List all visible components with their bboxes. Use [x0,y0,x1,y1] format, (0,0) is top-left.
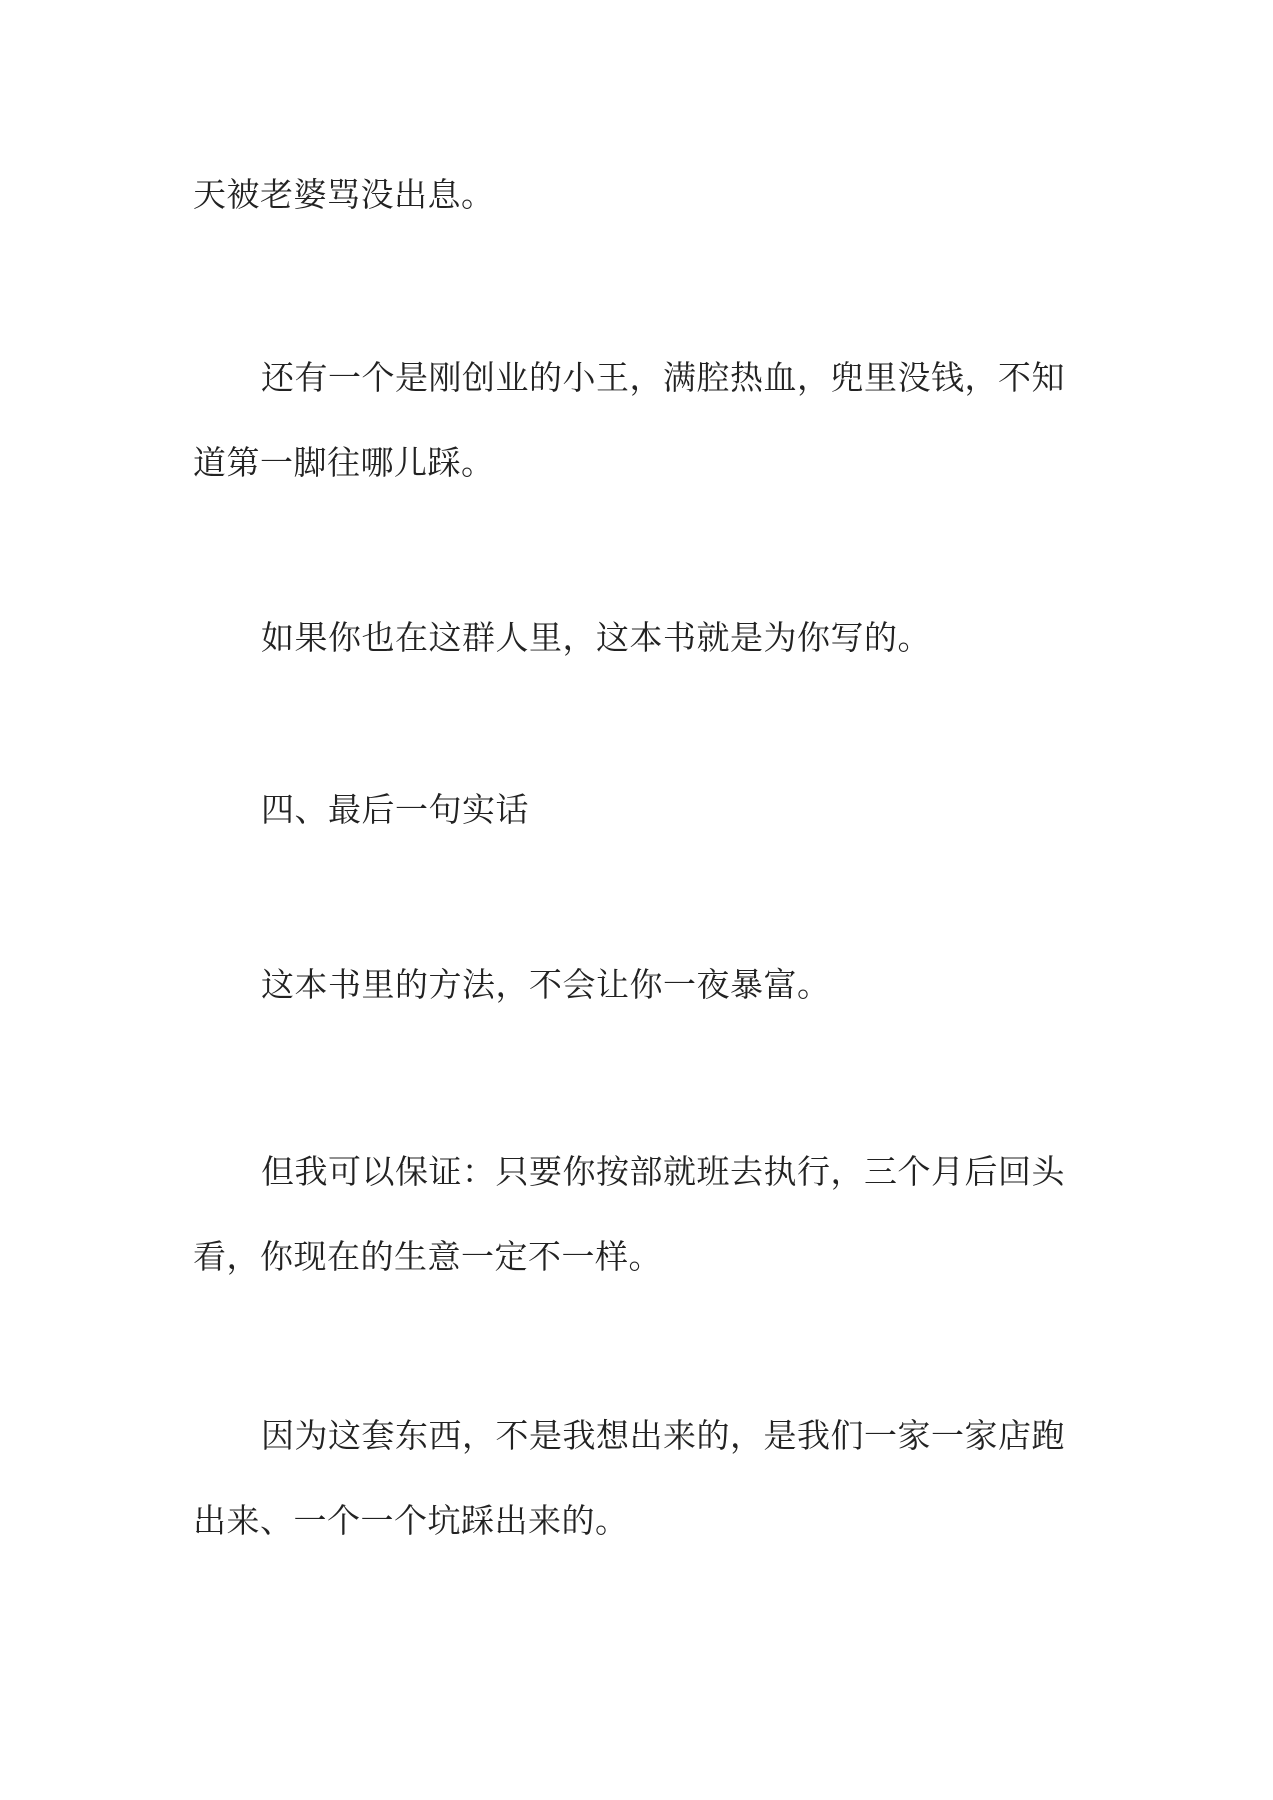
paragraph-audience: 如果你也在这群人里，这本书就是为你写的。 [261,618,931,657]
paragraph-xiaowang-line-1: 还有一个是刚创业的小王，满腔热血，兜里没钱，不知 [261,358,1065,397]
paragraph-origin-line-1: 因为这套东西，不是我想出来的，是我们一家一家店跑 [261,1416,1065,1455]
paragraph-guarantee-line-2: 看，你现在的生意一定不一样。 [193,1237,662,1276]
paragraph-continuation-line: 天被老婆骂没出息。 [193,175,495,214]
paragraph-no-overnight-wealth: 这本书里的方法，不会让你一夜暴富。 [261,965,831,1004]
paragraph-guarantee-line-1: 但我可以保证：只要你按部就班去执行，三个月后回头 [261,1152,1065,1191]
section-heading: 四、最后一句实话 [261,790,529,829]
paragraph-xiaowang-line-2: 道第一脚往哪儿踩。 [193,443,495,482]
paragraph-origin-line-2: 出来、一个一个坑踩出来的。 [193,1501,629,1540]
